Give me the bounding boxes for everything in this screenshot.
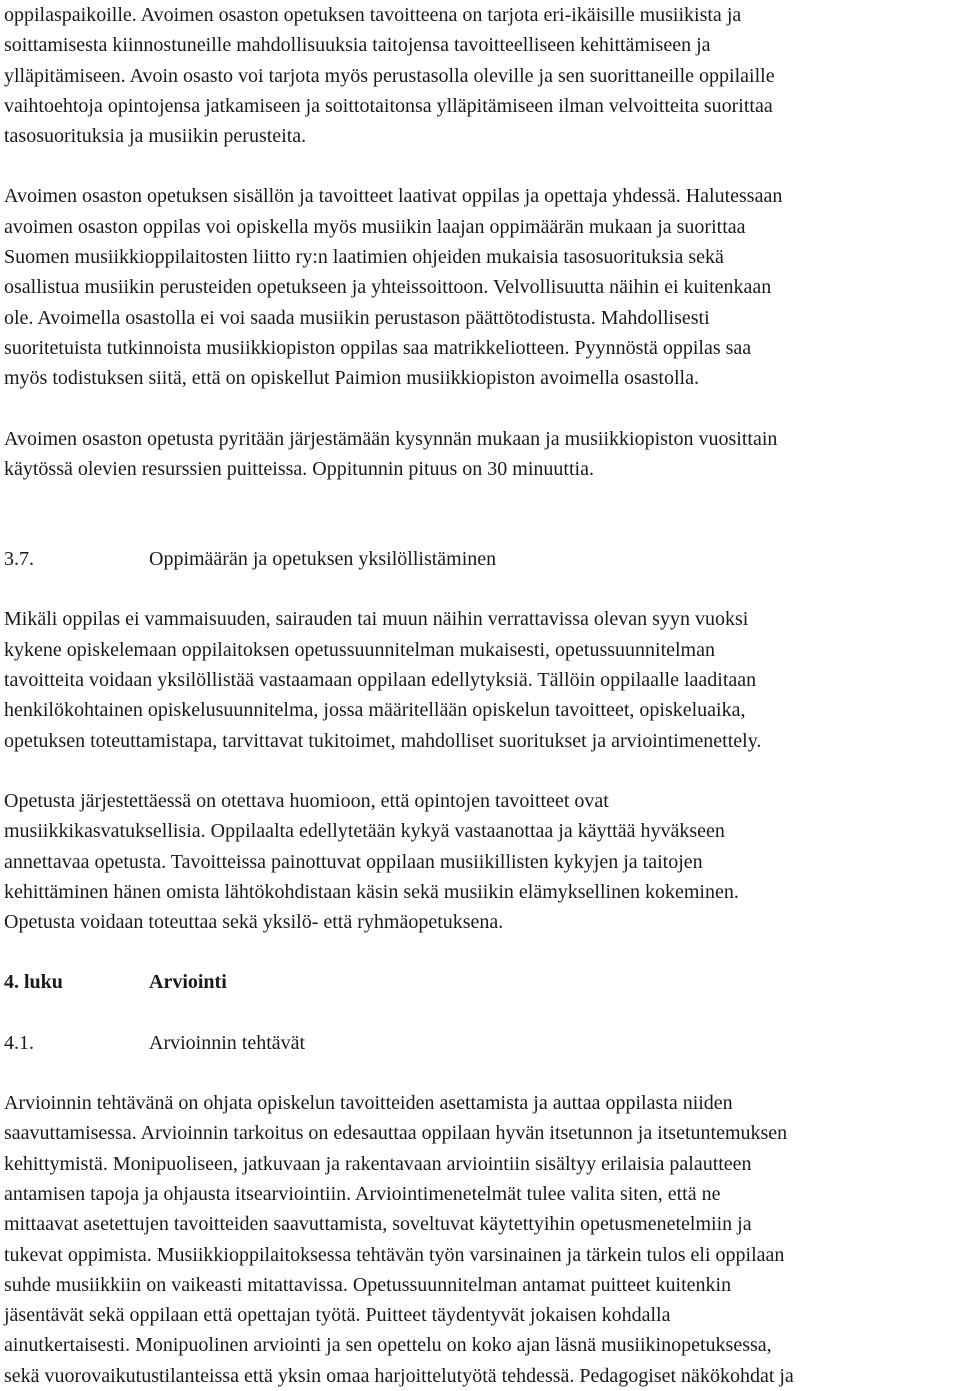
text-line: soittamisesta kiinnostuneille mahdollisuuksia taitojensa tavoitteelliseen kehittämiseen ja: [4, 34, 711, 57]
chapter-number: 4. luku: [4, 971, 63, 994]
section-heading-3-7: [4, 544, 956, 574]
paragraph-teaching: [4, 786, 956, 937]
text-line: suhde musiikkiin on vaikeasti mitattavissa. Opetussuunnitelman antamat puitteet kuitenkin: [4, 1273, 732, 1296]
text-line: käytössä olevien resurssien puitteissa. Oppitunnin pituus on 30 minuuttia.: [4, 457, 594, 480]
text-line: Suomen musiikkioppilaitosten liitto ry:n laatimien ohjeiden mukaisia tasosuorituksia sekä: [4, 246, 724, 269]
text-line: vaihtoehtoja opintojensa jatkamiseen ja soittotaitonsa ylläpitämiseen ilman velvoitteita suorittaa: [4, 94, 773, 117]
document-page: [4, 0, 956, 1391]
text-line: sekä vuorovaikutustilanteissa että yksin omaa harjoittelutyötä tehdessä. Pedagogiset näkökohdat ja: [4, 1364, 794, 1387]
text-line: jäsentävät sekä oppilaan että opettajan työtä. Puitteet täydentyvät jokaisen kohdalla: [4, 1304, 671, 1327]
section-title: Oppimäärän ja opetuksen yksilöllistäminen: [149, 548, 497, 571]
text-line: osallistua musiikin perusteiden opetukseen ja yhteissoittoon. Velvollisuutta näihin ei kuitenkaan: [4, 276, 772, 299]
paragraph-spacer: [4, 574, 956, 604]
section-heading-4-1: [4, 1028, 956, 1058]
text-line: henkilökohtainen opiskelusuunnitelma, jossa määritellään opiskelun tavoitteet, opiskeluaika,: [4, 699, 746, 722]
text-line: kykene opiskelemaan oppilaitoksen opetussuunnitelman mukaisesti, opetussuunnitelman: [4, 638, 715, 661]
text-line: opetuksen toteuttamistapa, tarvittavat tukitoimet, mahdolliset suoritukset ja arviointimenettely.: [4, 729, 762, 752]
paragraph-spacer: [4, 937, 956, 967]
text-line: kehittymistä. Monipuoliseen, jatkuvaan ja rakentavaan arviointiin sisältyy erilaisia palautteen: [4, 1152, 752, 1175]
text-line: Avoimen osaston opetusta pyritään järjestämään kysynnän mukaan ja musiikkiopiston vuosittain: [4, 427, 778, 450]
paragraph-spacer: [4, 756, 956, 786]
text-line: ylläpitämiseen. Avoin osasto voi tarjota myös perustasolla oleville ja sen suorittaneille oppilaille: [4, 64, 775, 87]
paragraph-spacer: [4, 484, 956, 544]
text-line: Opetusta voidaan toteuttaa sekä yksilö- että ryhmäopetuksena.: [4, 911, 504, 934]
chapter-title: Arviointi: [149, 971, 227, 994]
paragraph-spacer: [4, 151, 956, 181]
paragraph-resources: [4, 424, 956, 485]
text-line: tavoitteita voidaan yksilöllistää vastaamaan oppilaan edellytyksiä. Tällöin oppilaalle laaditaan: [4, 669, 757, 692]
text-line: Mikäli oppilas ei vammaisuuden, sairauden tai muun näihin verrattavissa olevan syyn vuoksi: [4, 608, 749, 631]
text-line: tukevat oppimista. Musiikkioppilaitoksessa tehtävän työn varsinainen ja tärkein tulos eli oppilaan: [4, 1243, 785, 1266]
text-line: ainutkertaisesti. Monipuolinen arviointi ja sen opettelu on koko ajan läsnä musiikinopetuksessa,: [4, 1334, 772, 1357]
text-line: Avoimen osaston opetuksen sisällön ja tavoitteet laativat oppilas ja opettaja yhdessä. Halutessaan: [4, 185, 783, 208]
paragraph-spacer: [4, 394, 956, 424]
section-number: 3.7.: [4, 548, 34, 571]
text-line: tasosuorituksia ja musiikin perusteita.: [4, 125, 307, 148]
text-line: avoimen osaston oppilas voi opiskella myös musiikin laajan oppimäärän mukaan ja suorittaa: [4, 215, 746, 238]
text-line: suoritetuista tutkinnoista musiikkiopiston oppilas saa matrikkeliotteen. Pyynnöstä oppilas saa: [4, 336, 752, 359]
text-line: antamisen tapoja ja ohjausta itsearviointiin. Arviointimenetelmät tulee valita siten, että ne: [4, 1182, 721, 1205]
paragraph-content: [4, 181, 956, 393]
text-line: kehittäminen hänen omista lähtökohdistaan käsin sekä musiikin elämyksellinen kokeminen.: [4, 880, 739, 903]
paragraph-spacer: [4, 998, 956, 1028]
paragraph-intro: [4, 0, 956, 151]
text-line: ole. Avoimella osastolla ei voi saada musiikin perustason päättötodistusta. Mahdollisesti: [4, 306, 710, 329]
paragraph-individualization: [4, 604, 956, 755]
text-line: myös todistuksen siitä, että on opiskellut Paimion musiikkiopiston avoimella osastolla.: [4, 367, 699, 390]
section-number: 4.1.: [4, 1031, 34, 1054]
chapter-heading-4: [4, 967, 956, 997]
paragraph-spacer: [4, 1058, 956, 1088]
text-line: musiikkikasvatuksellisia. Oppilaalta edellytetään kykyä vastaanottaa ja käyttää hyväkseen: [4, 820, 725, 843]
text-line: oppilaspaikoille. Avoimen osaston opetuksen tavoitteena on tarjota eri-ikäisille musiikista ja: [4, 4, 742, 26]
section-title: Arvioinnin tehtävät: [149, 1031, 306, 1054]
text-line: mittaavat asetettujen tavoitteiden saavuttamista, soveltuvat käytettyihin opetusmenetelmiin ja: [4, 1213, 752, 1236]
paragraph-assessment: [4, 1088, 956, 1391]
text-line: Opetusta järjestettäessä on otettava huomioon, että opintojen tavoitteet ovat: [4, 789, 609, 812]
text-line: Arvioinnin tehtävänä on ohjata opiskelun tavoitteiden asettamista ja auttaa oppilasta niiden: [4, 1092, 733, 1115]
text-line: annettavaa opetusta. Tavoitteissa painottuvat oppilaan musiikillisten kykyjen ja taitojen: [4, 850, 703, 873]
text-line: saavuttamisessa. Arvioinnin tarkoitus on edesauttaa oppilaan hyvän itsetunnon ja itsetuntemuksen: [4, 1122, 788, 1145]
